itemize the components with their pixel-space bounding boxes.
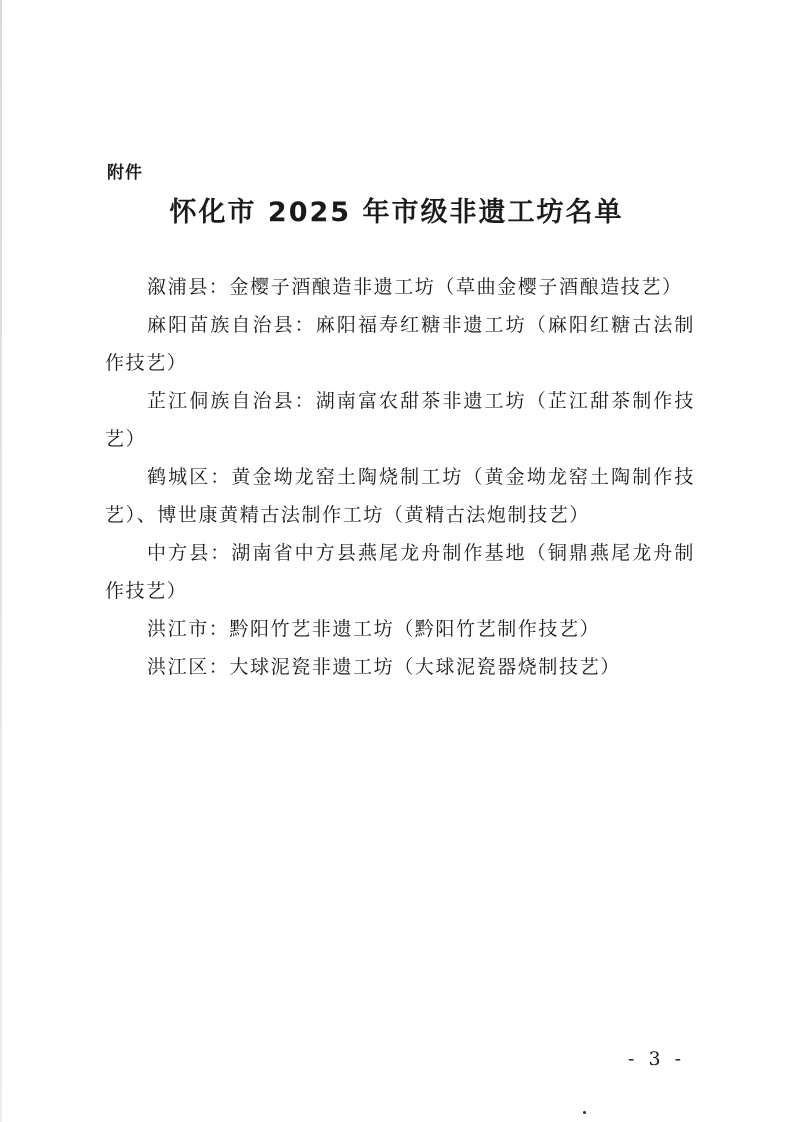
workshop-list <box>105 268 695 686</box>
list-item-hongjiang-city: 洪江市：黔阳竹艺非遗工坊（黔阳竹艺制作技艺） <box>147 618 601 640</box>
scan-speck <box>583 1111 586 1114</box>
list-item-zhijiang: 芷江侗族自治县：湖南富农甜茶非遗工坊（芷江甜茶制作技艺） <box>105 390 695 450</box>
scan-edge <box>0 0 2 1122</box>
list-item-mayang: 麻阳苗族自治县：麻阳福寿红糖非遗工坊（麻阳红糖古法制作技艺） <box>105 314 695 374</box>
list-item-hongjiang-district: 洪江区：大球泥瓷非遗工坊（大球泥瓷器烧制技艺） <box>147 656 621 678</box>
document-title: 怀化市 2025 年市级非遗工坊名单 <box>169 197 624 228</box>
attachment-label: 附件 <box>107 163 143 183</box>
list-item-hecheng: 鹤城区：黄金坳龙窑土陶烧制工坊（黄金坳龙窑土陶制作技艺）、博世康黄精古法制作工坊（黄精古法炮制技艺） <box>105 466 695 526</box>
list-item-xupu: 溆浦县：金樱子酒酿造非遗工坊（草曲金樱子酒酿造技艺） <box>147 276 683 298</box>
page-number: - 3 - <box>628 1048 686 1070</box>
list-item-zhongfang: 中方县：湖南省中方县燕尾龙舟制作基地（铜鼎燕尾龙舟制作技艺） <box>105 542 695 602</box>
